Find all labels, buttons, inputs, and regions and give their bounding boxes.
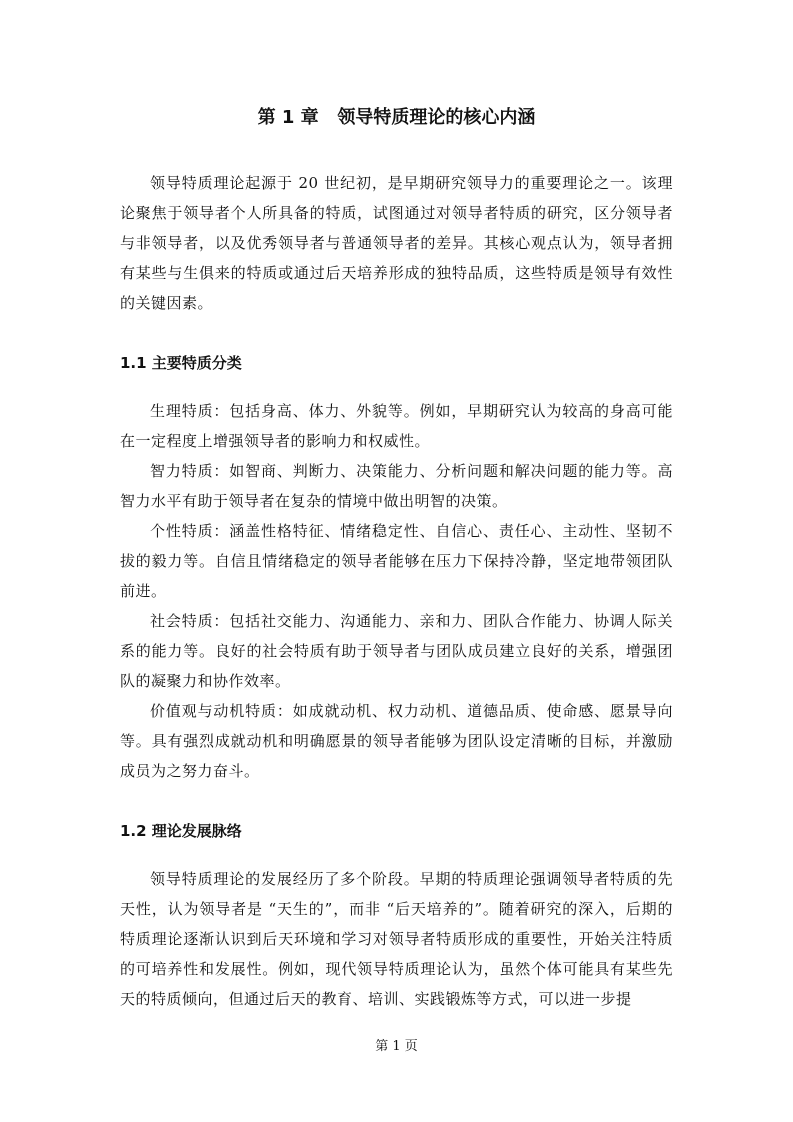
paragraph-personality-traits: 个性特质：涵盖性格特征、情绪稳定性、自信心、责任心、主动性、坚韧不拔的毅力等。自信且情绪稳定的领导者能够在压力下保持冷静，坚定地带领团队前进。	[120, 522, 673, 600]
page-content	[120, 104, 673, 1014]
paragraph-values-motivation-traits: 价值观与动机特质：如成就动机、权力动机、道德品质、使命感、愿景导向等。具有强烈成就动机和明确愿景的领导者能够为团队设定清晰的目标，并激励成员为之努力奋斗。	[120, 702, 673, 780]
paragraph-social-traits: 社会特质：包括社交能力、沟通能力、亲和力、团队合作能力、协调人际关系的能力等。良好的社会特质有助于领导者与团队成员建立良好的关系，增强团队的凝聚力和协作效率。	[120, 612, 673, 690]
section-trait-categories	[120, 350, 673, 786]
section-heading: 1.1 主要特质分类	[120, 354, 242, 372]
section-heading: 1.2 理论发展脉络	[120, 822, 242, 840]
intro-section	[120, 168, 673, 318]
paragraph-intellectual-traits: 智力特质：如智商、判断力、决策能力、分析问题和解决问题的能力等。高智力水平有助于领导者在复杂的情境中做出明智的决策。	[120, 462, 673, 510]
section-theory-development	[120, 818, 673, 1014]
page-number: 第 1 页	[375, 1039, 418, 1054]
paragraph-physiological-traits: 生理特质：包括身高、体力、外貌等。例如，早期研究认为较高的身高可能在一定程度上增强领导者的影响力和权威性。	[120, 402, 673, 450]
paragraph-development-history: 领导特质理论的发展经历了多个阶段。早期的特质理论强调领导者特质的先天性，认为领导者是 “天生的”，而非 “后天培养的”。随着研究的深入，后期的特质理论逐渐认识到后天环境和学习对领导者特质形成的重要性，开始关注特质的可培养性和发展性。例如，现代领导特质理论认为，虽然个体可能具有某些先天的特质倾向，但通过后天的教育、培训、实践锻炼等方式，可以进一步提	[120, 870, 673, 1008]
chapter-title: 第 1 章 领导特质理论的核心内涵	[257, 107, 536, 128]
intro-paragraph: 领导特质理论起源于 20 世纪初，是早期研究领导力的重要理论之一。该理论聚焦于领导者个人所具备的特质，试图通过对领导者特质的研究，区分领导者与非领导者，以及优秀领导者与普通领导者的差异。其核心观点认为，领导者拥有某些与生俱来的特质或通过后天培养形成的独特品质，这些特质是领导有效性的关键因素。	[120, 174, 673, 312]
